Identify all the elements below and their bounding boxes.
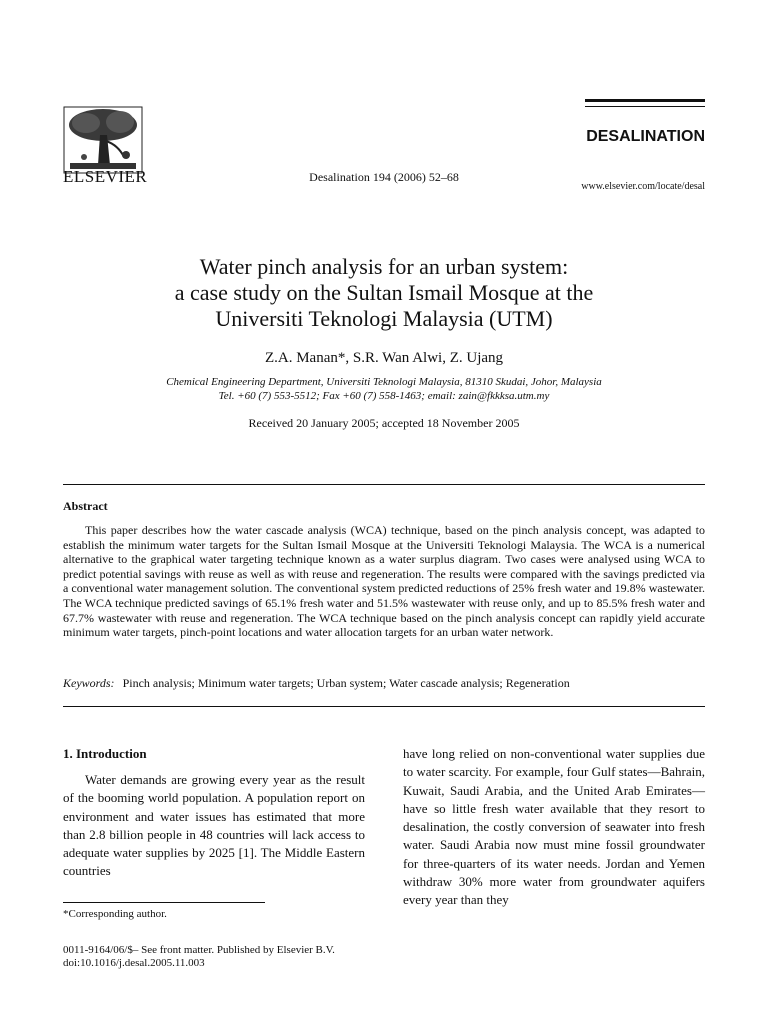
copyright-line: 0011-9164/06/$– See front matter. Published by Elsevier B.V. xyxy=(63,944,335,956)
affiliation-contact: Tel. +60 (7) 553-5512; Fax +60 (7) 558-1463; email: zain@fkkksa.utm.my xyxy=(218,390,550,402)
journal-name: DESALINATION xyxy=(586,128,705,145)
journal-url[interactable]: www.elsevier.com/locate/desal xyxy=(581,181,705,192)
abstract-top-rule xyxy=(63,484,705,485)
doi-line[interactable]: doi:10.1016/j.desal.2005.11.003 xyxy=(63,957,205,969)
affiliation xyxy=(70,375,698,403)
header-rule-thick xyxy=(585,99,705,102)
keywords xyxy=(63,676,705,691)
corresponding-author-footnote: *Corresponding author. xyxy=(63,908,167,920)
journal-citation: Desalination 194 (2006) 52–68 xyxy=(309,170,459,184)
right-column-text: have long relied on non-conventional water supplies due to water scarcity. For example, four Gulf states—Bahrain, Kuwait, Saudi Arabia, and the United Arab Emirates—have so little fresh water available that they resort to desalination, the costly conversion of seawater into fresh water. Saudi Arabia now must mine fossil groundwater for three-quarters of its water needs. Jordan and Yemen withdraw 30% more water from groundwater aquifers every year than they xyxy=(403,746,705,908)
received-dates: Received 20 January 2005; accepted 18 November 2005 xyxy=(248,416,520,430)
footnote-rule xyxy=(63,902,265,903)
publisher-name: ELSEVIER xyxy=(63,167,148,186)
affiliation-address: Chemical Engineering Department, Universiti Teknologi Malaysia, 81310 Skudai, Johor, Malaysia xyxy=(166,376,602,388)
author-list: Z.A. Manan*, S.R. Wan Alwi, Z. Ujang xyxy=(264,350,504,366)
keywords-label: Keywords: xyxy=(63,676,115,690)
section-heading: 1. Introduction xyxy=(63,746,147,761)
title-line: Universiti Teknologi Malaysia (UTM) xyxy=(215,306,553,331)
abstract-bottom-rule xyxy=(63,706,705,707)
abstract-text: This paper describes how the water cascade analysis (WCA) technique, based on the pinch analysis concept, was adapted to establish the minimum water targets for the Sultan Ismail Mosque at the Universiti Teknologi Malaysia. The WCA is a numerical alternative to the graphical water targeting technique known as a water surplus diagram. Two cases were analysed using WCA to predict potential savings with reuse as well as with reuse and regeneration. The results were compared with the savings predicted via a conventional water management solution. The conventional system predicted reductions of 25% fresh water and 19.8% wastewater. The WCA technique predicted savings of 65.1% fresh water and 51.5% wastewater with reuse only, and up to 85.5% fresh water and 67.7% wastewater with reuse and regeneration. The WCA technique based on the pinch analysis concept can rapidly yield accurate minimum water targets, pinch-point locations and water allocation targets for an urban water network. xyxy=(63,523,705,640)
title-line: a case study on the Sultan Ismail Mosque at the xyxy=(174,280,594,305)
title-line: Water pinch analysis for an urban system: xyxy=(199,254,569,279)
article-title xyxy=(100,254,668,332)
keywords-list: Pinch analysis; Minimum water targets; Urban system; Water cascade analysis; Regeneration xyxy=(122,676,570,690)
copyright-block xyxy=(63,944,335,970)
header-rule-thin xyxy=(585,106,705,107)
abstract-heading: Abstract xyxy=(63,499,108,513)
left-column-text: Water demands are growing every year as the result of the booming world population. A population report on environment and water issues has estimated that more than 2.8 billion people in 48 countries will lack access to adequate water supplies by 2025 [1]. The Middle Eastern countries xyxy=(63,772,365,879)
